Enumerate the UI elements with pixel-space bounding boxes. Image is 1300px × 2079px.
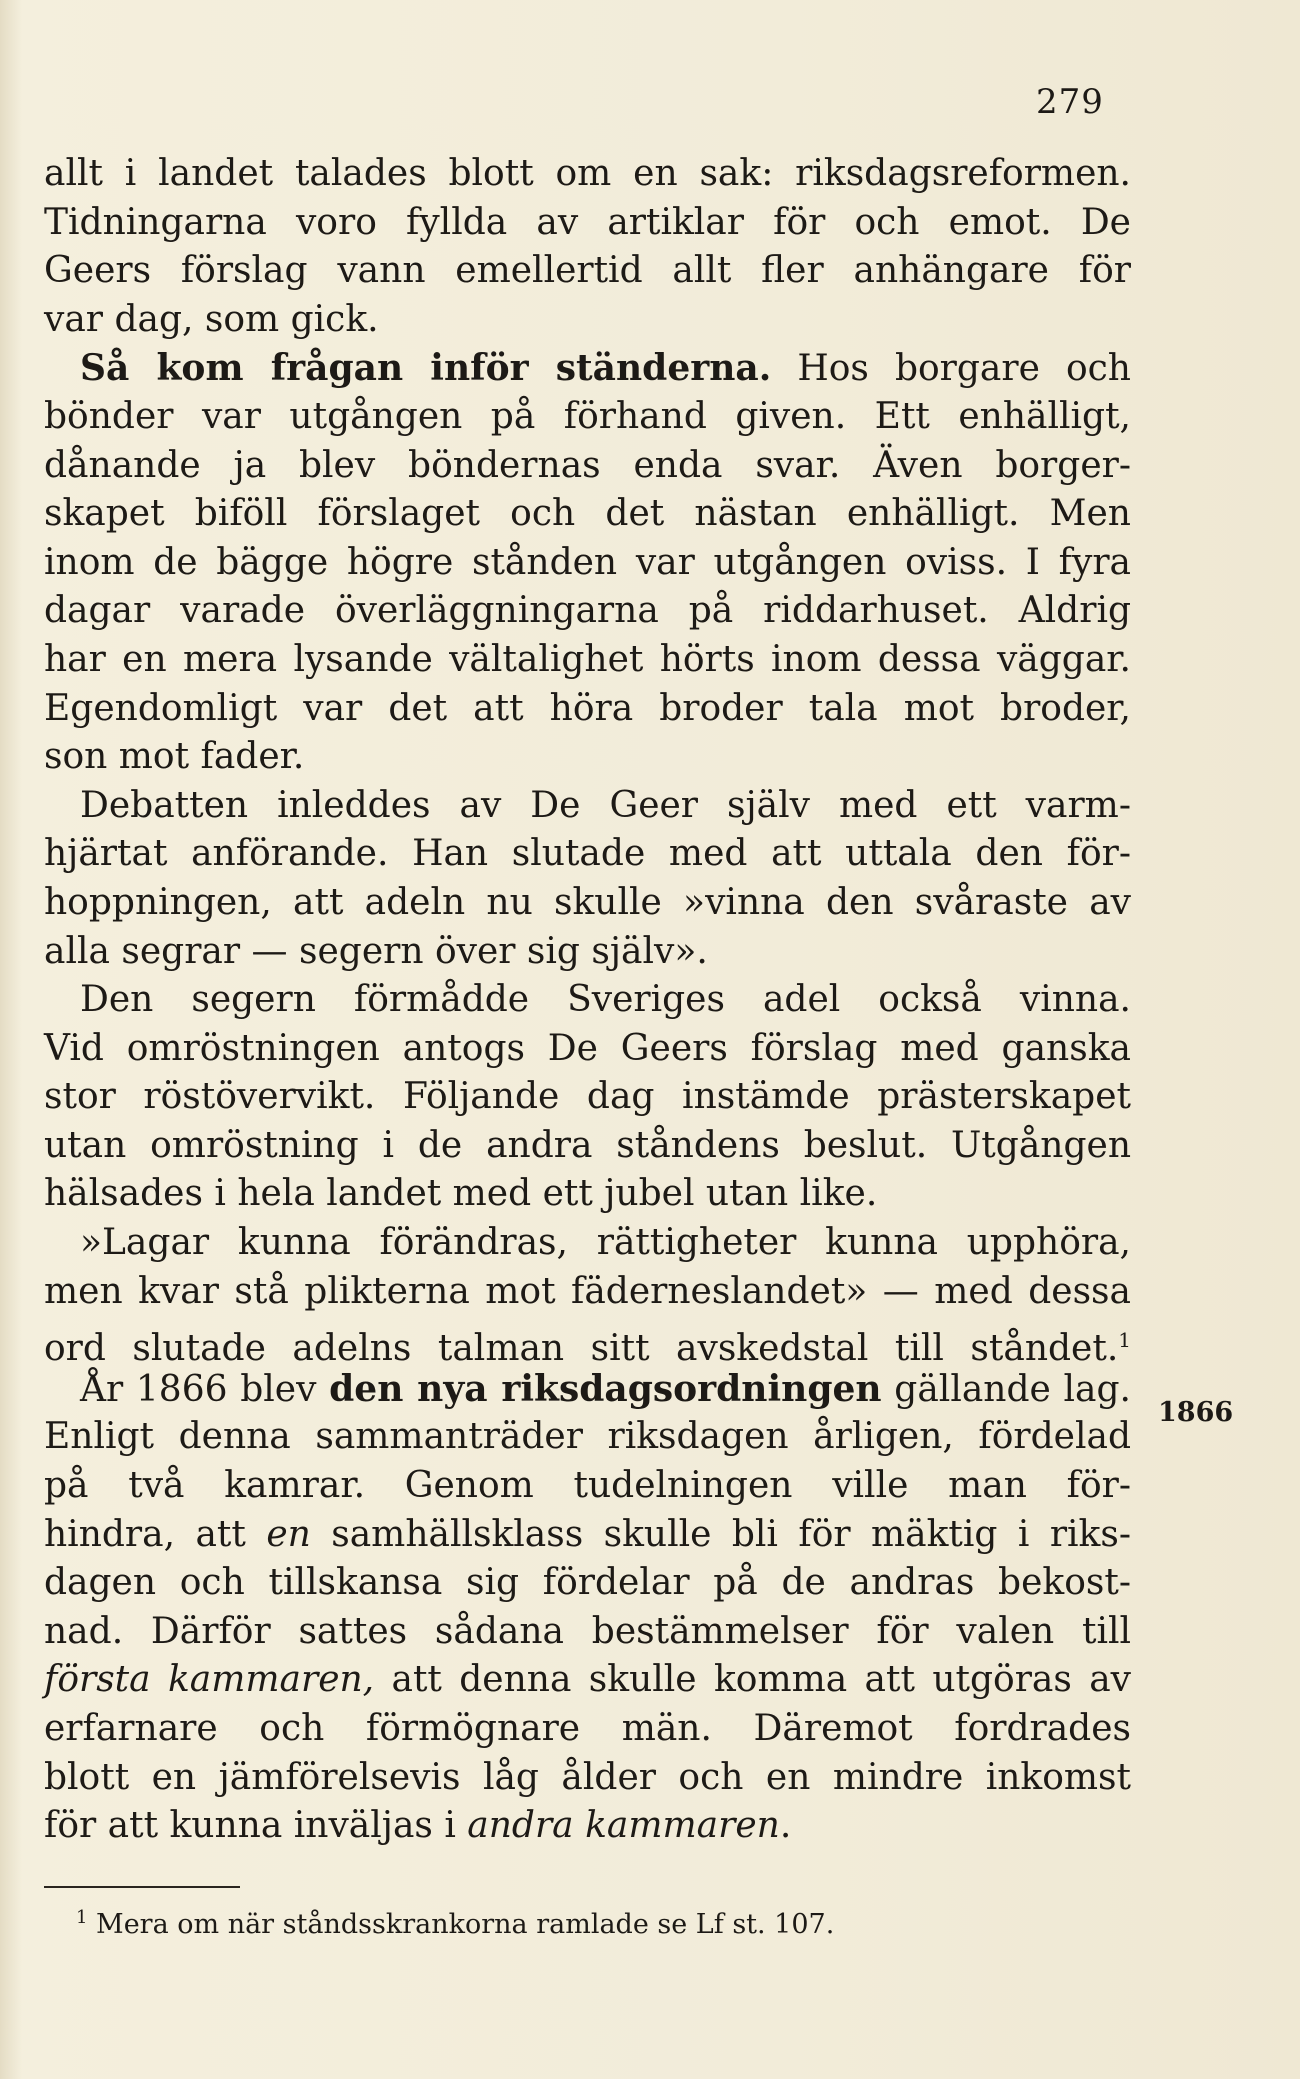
text-line: dagen och tillskansa sig fördelar på de andras bekost- xyxy=(44,1562,1131,1604)
text-line: År 1866 blev den nya riksdagsordningen gällande lag. xyxy=(80,1367,1131,1410)
bold-phrase: Så kom frågan inför ständerna. xyxy=(80,347,772,390)
italic-phrase: andra kammaren xyxy=(467,1805,780,1847)
text-line: ord slutade adelns talman sitt avskedstal till ståndet.$^1$ xyxy=(44,1328,1131,1370)
margin-year-note: 1866 xyxy=(1158,1397,1234,1428)
footnote-text: Mera om när ståndsskrankorna ramlade se Lf st. 107. xyxy=(96,1909,835,1940)
body-text xyxy=(44,150,1131,1851)
text-line: Tidningarna voro fyllda av artiklar för och emot. De xyxy=(44,201,1131,243)
text-line: blott en jämförelsevis låg ålder och en mindre inkomst xyxy=(44,1756,1131,1798)
text-line: men kvar stå plikterna mot fäderneslandet» — med dessa xyxy=(44,1270,1131,1312)
footnote-marker: 1 xyxy=(76,1907,88,1928)
text-line: Vid omröstningen antogs De Geers förslag med ganska xyxy=(44,1027,1131,1069)
bold-phrase: den nya riksdagsordningen xyxy=(329,1367,882,1410)
text-line: nad. Därför sattes sådana bestämmelser för valen till xyxy=(44,1610,1131,1652)
text-line: stor röstövervikt. Följande dag instämde prästerskapet xyxy=(44,1076,1131,1118)
footnote-ref: 1 xyxy=(1118,1328,1131,1353)
text-line: utan omröstning i de andra ståndens beslut. Utgången xyxy=(44,1124,1131,1166)
italic-phrase: första kammaren, xyxy=(44,1659,375,1701)
text-line: allt i landet talades blott om en sak: riksdagsreformen. xyxy=(44,153,1131,194)
text-line: hindra, att en samhällsklass skulle bli för mäktig i riks- xyxy=(44,1513,1131,1555)
text-line: var dag, som gick. xyxy=(44,298,379,340)
text-line: »Lagar kunna förändras, rättigheter kunna upphöra, xyxy=(80,1222,1131,1264)
text-line: på två kamrar. Genom tudelningen ville man för- xyxy=(44,1465,1131,1507)
text-line: Egendomligt var det att höra broder tala mot broder, xyxy=(44,687,1131,729)
text-line: inom de bägge högre stånden var utgången oviss. I fyra xyxy=(44,541,1131,583)
text-line: för att kunna inväljas i andra kammaren. xyxy=(44,1805,792,1847)
text-line: erfarnare och förmögnare män. Däremot fordrades xyxy=(44,1708,1131,1749)
text-line: Enligt denna sammanträder riksdagen årligen, fördelad xyxy=(44,1416,1131,1458)
text-line: dagar varade överläggningarna på riddarhuset. Aldrig xyxy=(44,590,1131,632)
italic-word: en xyxy=(266,1513,311,1555)
text-line: första kammaren, att denna skulle komma att utgöras av xyxy=(44,1659,1131,1701)
text-line: hoppningen, att adeln nu skulle »vinna den svåraste av xyxy=(44,881,1131,923)
text-line: Den segern förmådde Sveriges adel också vinna. xyxy=(80,979,1131,1021)
text-line: skapet biföll förslaget och det nästan enhälligt. Men xyxy=(44,493,1131,535)
text-line: son mot fader. xyxy=(44,736,305,778)
text-line: dånande ja blev böndernas enda svar. Även borger- xyxy=(44,444,1131,486)
text-line: Geers förslag vann emellertid allt fler anhängare för xyxy=(44,250,1131,292)
text-line: alla segrar — segern över sig själv». xyxy=(44,930,708,972)
page-number: 279 xyxy=(1036,82,1104,122)
text-line: hälsades i hela landet med ett jubel utan like. xyxy=(44,1173,878,1215)
footnote-divider xyxy=(44,1886,240,1888)
spine-shadow xyxy=(0,0,22,2079)
text-line: Så kom frågan inför ständerna. Hos borgare och xyxy=(80,347,1131,390)
text-line: bönder var utgången på förhand given. Ett enhälligt, xyxy=(44,395,1131,437)
text-line: Debatten inleddes av De Geer själv med ett varm- xyxy=(80,784,1131,826)
footnote xyxy=(76,1898,834,1945)
text-line: hjärtat anförande. Han slutade med att uttala den för- xyxy=(44,833,1131,875)
text-line: har en mera lysande vältalighet hörts inom dessa väggar. xyxy=(44,638,1131,680)
